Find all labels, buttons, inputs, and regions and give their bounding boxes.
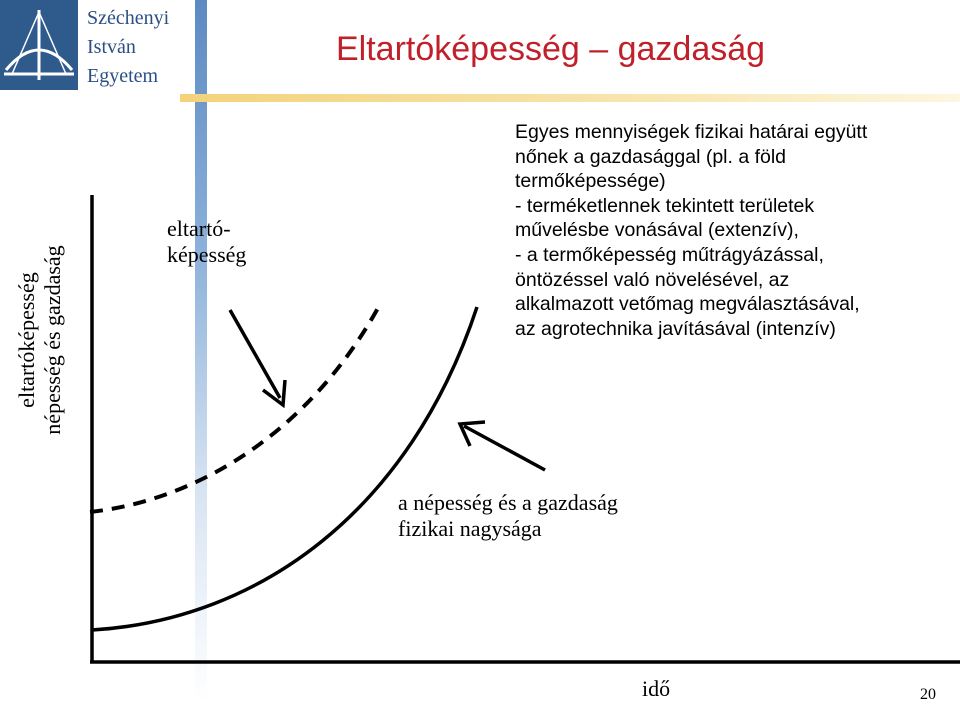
logo-line: Széchenyi <box>87 7 170 29</box>
population-label-line: fizikai nagysága <box>398 516 542 541</box>
text-line: - terméketlennek tekintett területek <box>515 194 815 217</box>
text-line: öntözéssel való növelésével, az <box>515 268 790 291</box>
logo-line: István <box>87 36 136 58</box>
slide-title: Eltartóképesség – gazdaság <box>336 30 766 68</box>
arrow-population-economy <box>460 422 545 470</box>
population-economy-label <box>398 490 618 542</box>
x-axis-label: idő <box>642 676 671 701</box>
text-line: Egyes mennyiségek fizikai határai együtt <box>515 121 868 143</box>
y-axis-label-line: népesség és gazdaság <box>40 245 65 435</box>
text-line: termőképessége) <box>515 170 666 193</box>
carrying-capacity-label <box>167 216 246 268</box>
text-line: művelésbe vonásával (extenzív), <box>515 219 799 242</box>
arrow-carrying-capacity <box>230 310 285 405</box>
text-line: nőnek a gazdasággal (pl. a föld <box>515 145 787 168</box>
carrying-capacity-curve <box>90 308 378 512</box>
carrying-label-line: képesség <box>167 242 247 267</box>
y-axis-label-line: eltartóképesség <box>14 272 39 408</box>
text-line: - a termőképesség műtrágyázással, <box>515 243 824 266</box>
page-number: 20 <box>920 686 936 703</box>
population-economy-curve <box>92 307 477 630</box>
text-line: alkalmazott vetőmag megválasztásával, <box>515 293 860 316</box>
carrying-label-line: eltartó- <box>167 216 231 241</box>
text-line: az agrotechnika javításával (intenzív) <box>515 317 836 340</box>
population-label-line: a népesség és a gazdaság <box>398 490 618 515</box>
logo-line: Egyetem <box>87 65 159 87</box>
